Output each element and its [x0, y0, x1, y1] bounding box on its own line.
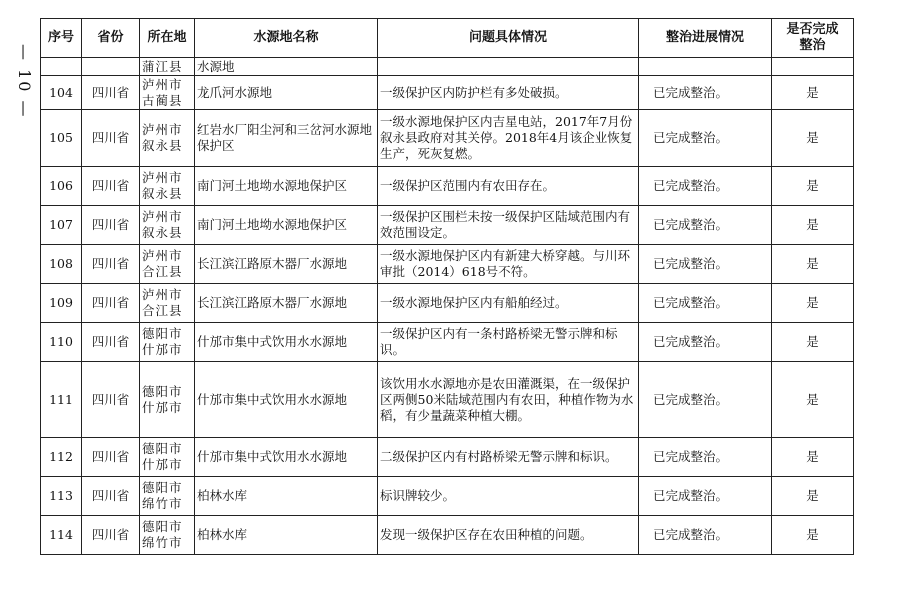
cell-issue: 发现一级保护区存在农田种植的问题。	[378, 516, 639, 555]
cell-issue: 一级水源地保护区内有新建大桥穿越。与川环审批（2014）618号不符。	[378, 245, 639, 284]
cell-completed: 是	[772, 362, 854, 438]
table-row-continuation	[41, 58, 854, 76]
cell-no: 112	[41, 438, 82, 477]
cell-no	[41, 58, 82, 76]
cell-source-name: 什邡市集中式饮用水水源地	[195, 438, 378, 477]
cell-province: 四川省	[82, 477, 140, 516]
cell-province: 四川省	[82, 323, 140, 362]
cell-location: 泸州市合江县	[140, 284, 195, 323]
cell-progress: 已完成整治。	[639, 323, 772, 362]
cell-location: 德阳市什邡市	[140, 323, 195, 362]
cell-progress: 已完成整治。	[639, 245, 772, 284]
cell-completed	[772, 58, 854, 76]
cell-source-name: 水源地	[195, 58, 378, 76]
cell-progress: 已完成整治。	[639, 477, 772, 516]
cell-province: 四川省	[82, 76, 140, 110]
table-row	[41, 245, 854, 284]
cell-source-name: 长江滨江路原木器厂水源地	[195, 245, 378, 284]
cell-no: 106	[41, 167, 82, 206]
cell-completed: 是	[772, 167, 854, 206]
header-province: 省份	[82, 19, 140, 58]
cell-progress: 已完成整治。	[639, 516, 772, 555]
cell-issue: 一级保护区内有一条村路桥梁无警示牌和标识。	[378, 323, 639, 362]
table-row	[41, 438, 854, 477]
cell-province: 四川省	[82, 516, 140, 555]
table-row	[41, 167, 854, 206]
cell-location: 德阳市什邡市	[140, 362, 195, 438]
table-row	[41, 110, 854, 167]
cell-issue: 一级水源地保护区内有船舶经过。	[378, 284, 639, 323]
cell-province: 四川省	[82, 110, 140, 167]
table-row	[41, 206, 854, 245]
header-source-name: 水源地名称	[195, 19, 378, 58]
cell-province	[82, 58, 140, 76]
cell-progress: 已完成整治。	[639, 284, 772, 323]
cell-province: 四川省	[82, 284, 140, 323]
cell-completed: 是	[772, 110, 854, 167]
cell-location: 泸州市古蔺县	[140, 76, 195, 110]
cell-issue: 标识牌较少。	[378, 477, 639, 516]
table-row	[41, 323, 854, 362]
cell-completed: 是	[772, 284, 854, 323]
header-progress: 整治进展情况	[639, 19, 772, 58]
cell-no: 104	[41, 76, 82, 110]
cell-completed: 是	[772, 76, 854, 110]
cell-province: 四川省	[82, 245, 140, 284]
header-location: 所在地	[140, 19, 195, 58]
cell-source-name: 南门河土地坳水源地保护区	[195, 206, 378, 245]
table-row	[41, 284, 854, 323]
cell-progress: 已完成整治。	[639, 76, 772, 110]
cell-progress: 已完成整治。	[639, 206, 772, 245]
cell-completed: 是	[772, 245, 854, 284]
page-number: — 10 —	[15, 44, 34, 119]
header-completed: 是否完成整治	[772, 19, 854, 58]
table-row	[41, 477, 854, 516]
cell-no: 105	[41, 110, 82, 167]
cell-province: 四川省	[82, 362, 140, 438]
cell-progress: 已完成整治。	[639, 438, 772, 477]
cell-location: 德阳市绵竹市	[140, 477, 195, 516]
cell-source-name: 柏林水库	[195, 477, 378, 516]
cell-issue: 一级保护区范围内有农田存在。	[378, 167, 639, 206]
cell-source-name: 什邡市集中式饮用水水源地	[195, 362, 378, 438]
cell-progress: 已完成整治。	[639, 167, 772, 206]
cell-issue: 一级保护区内防护栏有多处破损。	[378, 76, 639, 110]
cell-source-name: 长江滨江路原木器厂水源地	[195, 284, 378, 323]
cell-completed: 是	[772, 516, 854, 555]
cell-completed: 是	[772, 477, 854, 516]
cell-completed: 是	[772, 438, 854, 477]
cell-province: 四川省	[82, 438, 140, 477]
table-row	[41, 76, 854, 110]
cell-source-name: 龙爪河水源地	[195, 76, 378, 110]
cell-issue: 该饮用水水源地亦是农田灌溉渠，在一级保护区两侧50米陆域范围内有农田，种植作物为水稻，有少量蔬菜种植大棚。	[378, 362, 639, 438]
header-issue: 问题具体情况	[378, 19, 639, 58]
cell-progress: 已完成整治。	[639, 362, 772, 438]
cell-source-name: 柏林水库	[195, 516, 378, 555]
cell-no: 108	[41, 245, 82, 284]
cell-no: 114	[41, 516, 82, 555]
cell-progress: 已完成整治。	[639, 110, 772, 167]
cell-location: 泸州市合江县	[140, 245, 195, 284]
header-no: 序号	[41, 19, 82, 58]
cell-issue: 一级水源地保护区内吉星电站，2017年7月份叙永县政府对其关停。2018年4月该企业恢复生产，死灰复燃。	[378, 110, 639, 167]
cell-issue	[378, 58, 639, 76]
cell-location: 泸州市叙永县	[140, 167, 195, 206]
cell-province: 四川省	[82, 167, 140, 206]
rectification-table	[40, 18, 854, 555]
cell-source-name: 红岩水厂阳尘河和三岔河水源地保护区	[195, 110, 378, 167]
cell-no: 109	[41, 284, 82, 323]
cell-completed: 是	[772, 206, 854, 245]
cell-location: 泸州市叙永县	[140, 206, 195, 245]
cell-location: 德阳市什邡市	[140, 438, 195, 477]
cell-no: 113	[41, 477, 82, 516]
cell-location: 蒲江县	[140, 58, 195, 76]
table-row	[41, 362, 854, 438]
cell-source-name: 南门河土地坳水源地保护区	[195, 167, 378, 206]
table-header-row	[41, 19, 854, 58]
cell-progress	[639, 58, 772, 76]
cell-issue: 二级保护区内有村路桥梁无警示牌和标识。	[378, 438, 639, 477]
table-row	[41, 516, 854, 555]
cell-no: 107	[41, 206, 82, 245]
cell-no: 111	[41, 362, 82, 438]
cell-location: 泸州市叙永县	[140, 110, 195, 167]
cell-province: 四川省	[82, 206, 140, 245]
cell-location: 德阳市绵竹市	[140, 516, 195, 555]
cell-no: 110	[41, 323, 82, 362]
cell-completed: 是	[772, 323, 854, 362]
cell-source-name: 什邡市集中式饮用水水源地	[195, 323, 378, 362]
cell-issue: 一级保护区围栏未按一级保护区陆域范围内有效范围设定。	[378, 206, 639, 245]
